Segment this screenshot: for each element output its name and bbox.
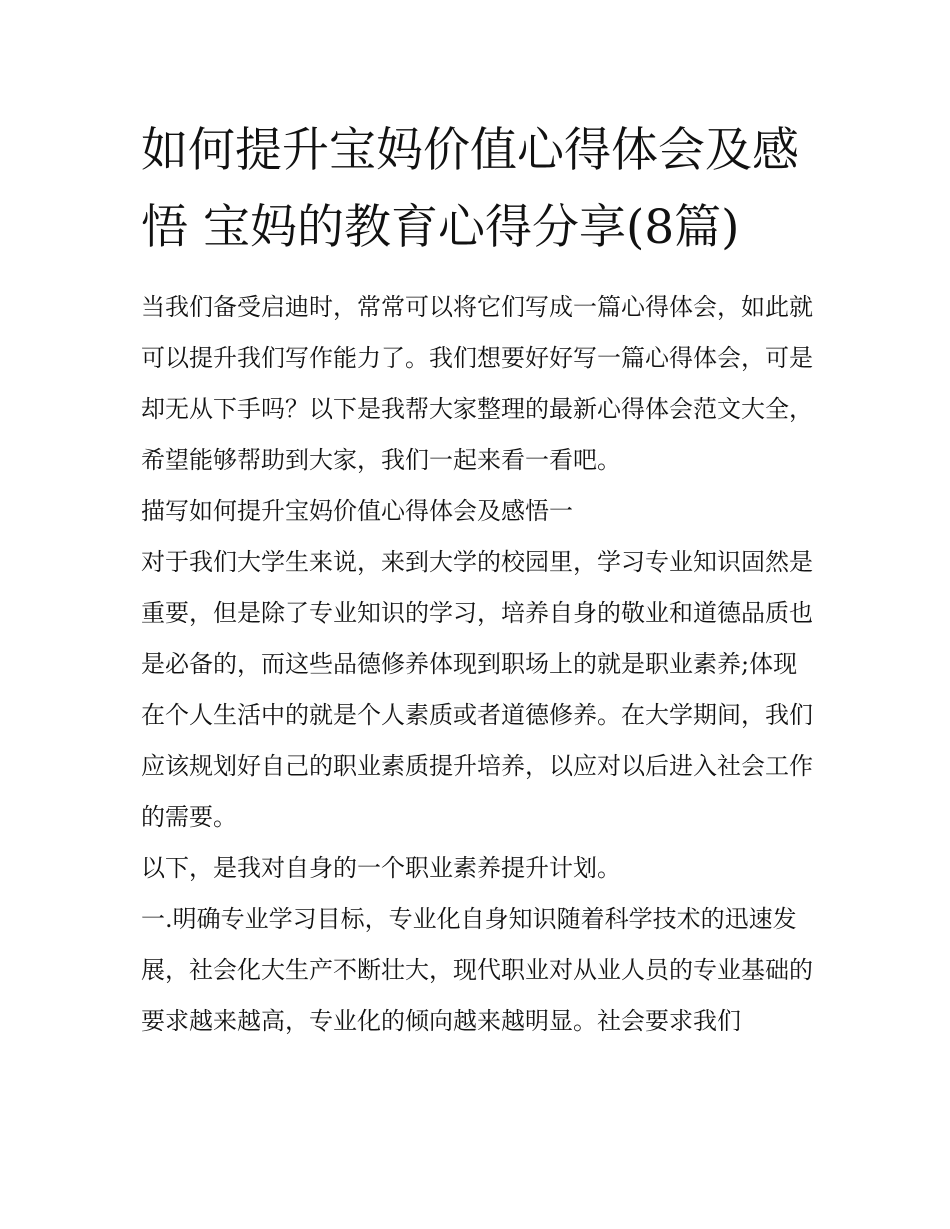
- document-body: [141, 282, 821, 1047]
- intro-paragraph: 当我们备受启迪时，常常可以将它们写成一篇心得体会，如此就可以提升我们写作能力了。我们想要好好写一篇心得体会，可是却无从下手吗？以下是我帮大家整理的最新心得体会范文大全，希望能够帮助到大家，我们一起来看一看吧。: [141, 293, 813, 474]
- document-content: [141, 112, 821, 1047]
- document-title: 如何提升宝妈价值心得体会及感悟 宝妈的教育心得分享(8篇): [141, 123, 799, 255]
- plan-item-paragraph: 一.明确专业学习目标，专业化自身知识随着科学技术的迅速发展，社会化大生产不断壮大，现代职业对从业人员的专业基础的要求越来越高，专业化的倾向越来越明显。社会要求我们: [141, 905, 813, 1035]
- plan-intro-paragraph: 以下，是我对自身的一个职业素养提升计划。: [141, 854, 621, 882]
- body-paragraph: 对于我们大学生来说，来到大学的校园里，学习专业知识固然是重要，但是除了专业知识的学习，培养自身的敬业和道德品质也是必备的，而这些品德修养体现到职场上的就是职业素养;体现在个人生活中的就是个人素质或者道德修养。在大学期间，我们应该规划好自己的职业素质提升培养，以应对以后进入社会工作的需要。: [141, 548, 813, 831]
- section-heading: 描写如何提升宝妈价值心得体会及感悟一: [141, 497, 573, 525]
